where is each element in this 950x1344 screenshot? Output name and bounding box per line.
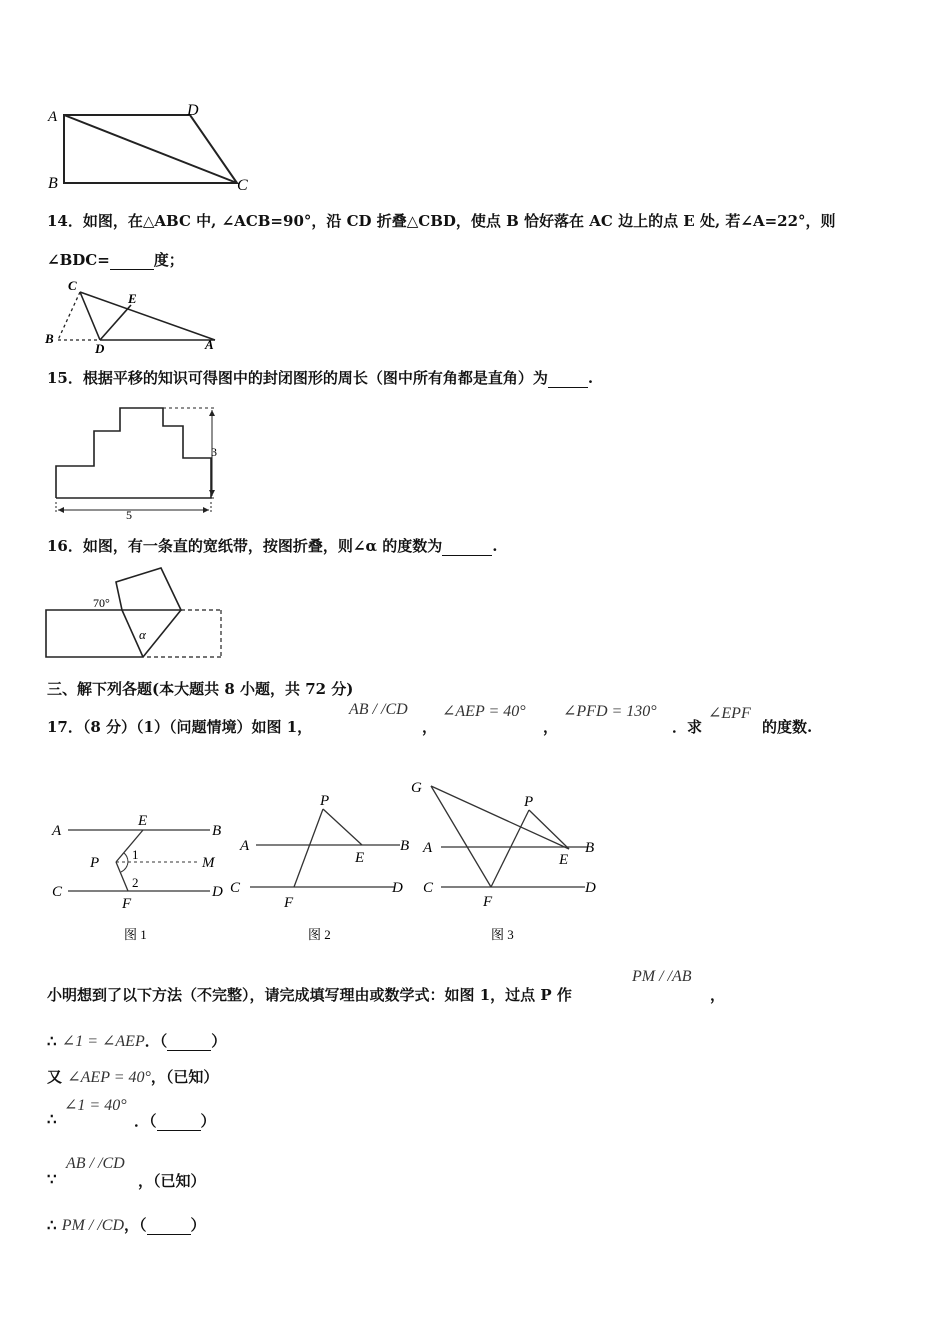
q14-angle-label: ∠BDC= bbox=[47, 251, 110, 269]
label-e: E bbox=[355, 850, 365, 866]
label-b: B bbox=[48, 175, 58, 192]
figure-3-caption: 图 3 bbox=[491, 927, 514, 942]
staircase-figure bbox=[48, 398, 233, 523]
dimension-width-label: 5 bbox=[126, 508, 132, 522]
method-math: PM / /AB bbox=[632, 968, 692, 985]
figure-1-caption: 图 1 bbox=[124, 927, 147, 942]
angle-2-label: 2 bbox=[132, 875, 139, 890]
proof-step-3-symbol: ∴ bbox=[47, 1110, 57, 1128]
label-f: F bbox=[483, 894, 493, 910]
method-comma: ， bbox=[710, 986, 726, 1004]
q17-math-pfd: ∠PFD = 130° bbox=[563, 703, 657, 720]
proof-step-5 bbox=[47, 1214, 206, 1235]
proof-step-3 bbox=[134, 1110, 216, 1131]
label-d: D bbox=[585, 880, 596, 896]
triangle-fold-figure bbox=[40, 275, 225, 355]
q14-unit: 度； bbox=[153, 251, 184, 269]
label-g: G bbox=[411, 780, 422, 796]
q17-suffix: 的度数. bbox=[762, 718, 813, 736]
question-14-line2 bbox=[47, 249, 184, 270]
q15-prompt: 15．根据平移的知识可得图中的封闭图形的周长（图中所有角都是直角）为 bbox=[47, 369, 548, 387]
label-f: F bbox=[284, 895, 294, 911]
label-c: C bbox=[52, 884, 63, 900]
label-a: A bbox=[205, 337, 214, 352]
q17-sep-1: ， bbox=[422, 718, 438, 736]
step-5-math: PM / /CD bbox=[61, 1217, 124, 1234]
step-1-open: ．（ bbox=[144, 1032, 168, 1050]
answer-blank-step-5[interactable] bbox=[147, 1216, 191, 1235]
dimension-height-label: 3 bbox=[211, 445, 217, 459]
step-3-close: ） bbox=[200, 1112, 216, 1130]
step-3-open: ．（ bbox=[134, 1112, 157, 1130]
figure-1 bbox=[48, 805, 233, 950]
answer-blank-step-1[interactable] bbox=[167, 1032, 211, 1051]
q17-math-parallel: AB / /CD bbox=[349, 701, 408, 718]
question-15-text bbox=[47, 367, 593, 388]
figure-2-caption: 图 2 bbox=[308, 927, 331, 942]
label-c: C bbox=[68, 278, 77, 293]
proof-step-1 bbox=[47, 1030, 226, 1051]
q15-period: . bbox=[587, 369, 594, 387]
label-b: B bbox=[400, 838, 410, 854]
alpha-label: α bbox=[139, 627, 146, 642]
label-m: M bbox=[202, 855, 215, 871]
q16-period: . bbox=[492, 537, 498, 555]
step-3-math: ∠1 = 40° bbox=[64, 1097, 127, 1114]
answer-blank-q16[interactable] bbox=[442, 537, 492, 556]
q17-math-epf: ∠EPF bbox=[708, 705, 751, 722]
label-e: E bbox=[138, 813, 148, 829]
figure-2 bbox=[228, 790, 418, 950]
label-b: B bbox=[212, 823, 222, 839]
label-a: A bbox=[48, 109, 58, 125]
step-1-close: ） bbox=[211, 1032, 227, 1050]
step-2-reason: ，（已知） bbox=[150, 1068, 219, 1086]
answer-blank-step-3[interactable] bbox=[157, 1112, 201, 1131]
answer-blank-q15[interactable] bbox=[548, 369, 588, 388]
paper-strip-figure bbox=[44, 565, 229, 665]
quadrilateral-figure bbox=[40, 100, 270, 195]
q17-math-aep: ∠AEP = 40° bbox=[442, 703, 526, 720]
label-b: B bbox=[585, 840, 595, 856]
method-text: 小明想到了以下方法（不完整），请完成填写理由或数学式：如图 1，过点 P 作 bbox=[47, 986, 572, 1004]
label-a: A bbox=[52, 823, 62, 839]
label-c: C bbox=[423, 880, 434, 896]
proof-step-4-symbol: ∵ bbox=[47, 1170, 57, 1188]
step-5-open: ，（ bbox=[124, 1216, 147, 1234]
therefore-symbol: ∴ bbox=[47, 1032, 57, 1050]
label-p: P bbox=[524, 794, 534, 810]
label-c: C bbox=[237, 177, 248, 194]
step-2-prefix: 又 bbox=[47, 1068, 63, 1086]
label-b: B bbox=[45, 331, 54, 346]
label-p: P bbox=[90, 855, 100, 871]
label-a: A bbox=[240, 838, 250, 854]
label-e: E bbox=[559, 852, 569, 868]
proof-step-2 bbox=[47, 1066, 218, 1087]
answer-blank-q14[interactable] bbox=[110, 251, 154, 270]
question-17-prefix: 17．（8 分）（1）（问题情境）如图 1， bbox=[47, 718, 313, 736]
figure-3 bbox=[405, 770, 605, 950]
label-a: A bbox=[423, 840, 433, 856]
step-5-close: ） bbox=[190, 1216, 206, 1234]
step-2-math: ∠AEP = 40° bbox=[67, 1069, 151, 1086]
angle-70-label: 70° bbox=[93, 596, 110, 610]
q17-sep-2: ， bbox=[543, 718, 559, 736]
q17-mid: ．求 bbox=[672, 718, 703, 736]
label-d: D bbox=[95, 341, 105, 355]
label-d: D bbox=[392, 880, 403, 896]
step-4-math: AB / /CD bbox=[66, 1155, 125, 1172]
question-16-text bbox=[47, 535, 497, 556]
angle-1-label: 1 bbox=[132, 847, 139, 862]
step-5-symbol: ∴ bbox=[47, 1216, 57, 1234]
section-3-title: 三、解下列各题(本大题共 8 小题，共 72 分) bbox=[47, 680, 354, 698]
label-f: F bbox=[122, 896, 132, 912]
question-14-text: 14．如图，在△ABC 中, ∠ACB=90°，沿 CD 折叠△CBD，使点 B 恰好落在 AC 边上的点 E 处, 若∠A=22°，则 bbox=[47, 212, 836, 230]
step-1-math: ∠1 = ∠AEP bbox=[61, 1033, 145, 1050]
label-d: D bbox=[212, 884, 223, 900]
label-c: C bbox=[230, 880, 241, 896]
label-e: E bbox=[128, 291, 137, 306]
step-4-reason: ，（已知） bbox=[138, 1172, 206, 1190]
q16-prompt: 16．如图，有一条直的宽纸带，按图折叠，则∠α 的度数为 bbox=[47, 537, 443, 555]
label-p: P bbox=[320, 793, 330, 809]
label-d: D bbox=[187, 102, 199, 119]
